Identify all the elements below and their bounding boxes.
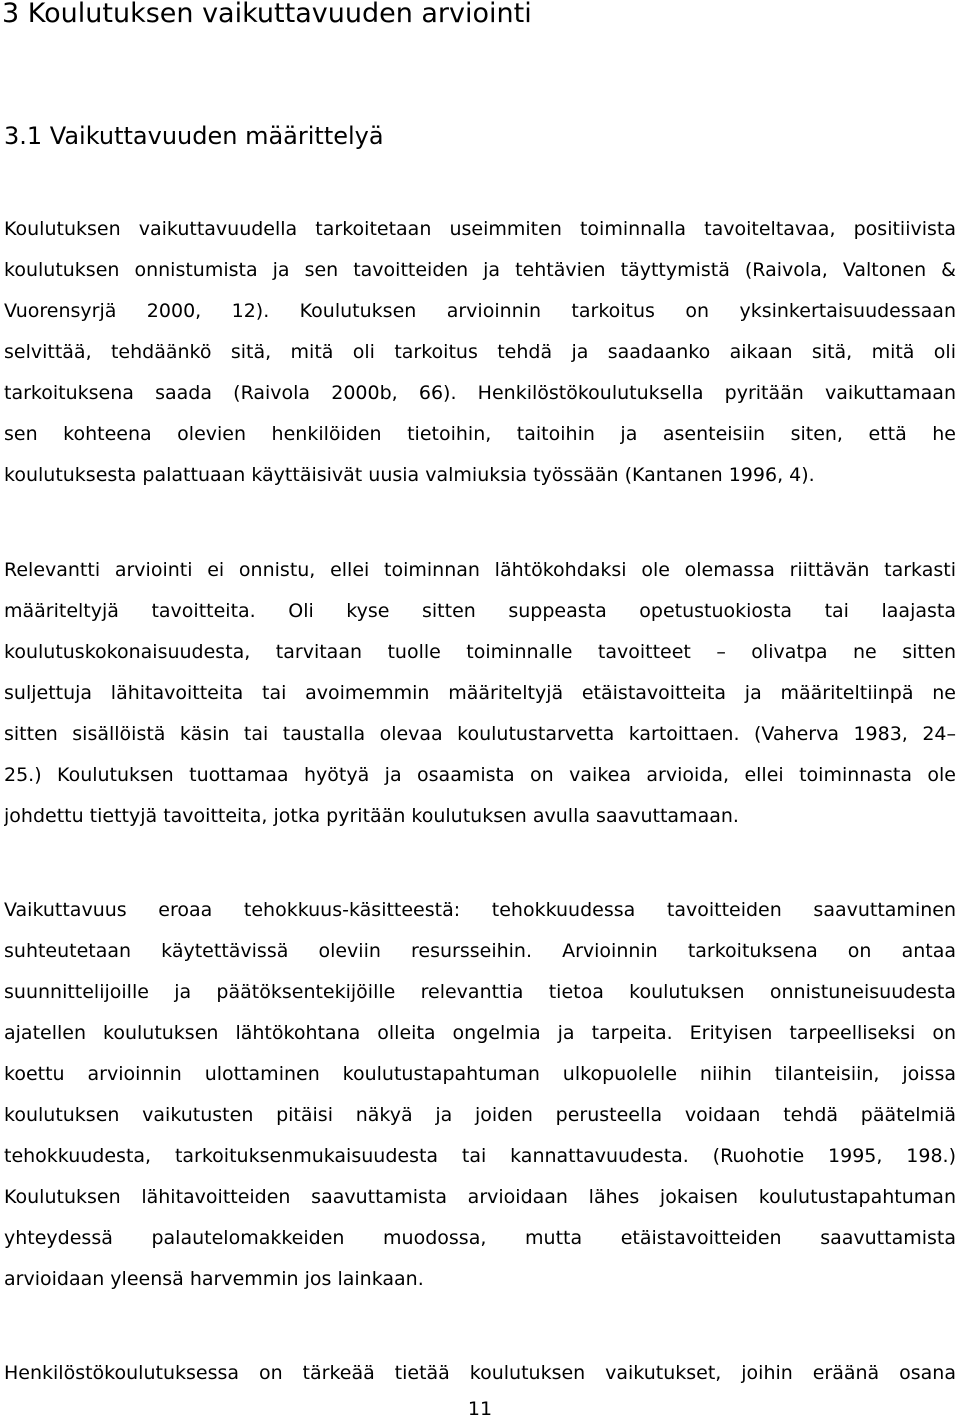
paragraph-line: tarkoituksena saada (Raivola 2000b, 66). Henkilöstökoulutuksella pyritään vaikuttamaan — [4, 382, 956, 404]
paragraph-line: sitten sisällöistä käsin tai taustalla olevaa koulutustarvetta kartoittaen. (Vaherva 1983, 24– — [4, 723, 956, 745]
paragraph-line: tehokkuudesta, tarkoituksenmukaisuudesta tai kannattavuudesta. (Ruohotie 1995, 198.) — [4, 1145, 956, 1167]
paragraph-line: suljettuja lähitavoitteita tai avoimemmin määriteltyjä etäistavoitteita ja määriteltiinpä ne — [4, 682, 956, 704]
paragraph-line: koettu arvioinnin ulottaminen koulutustapahtuman ulkopuolelle niihin tilanteisiin, joissa — [4, 1063, 956, 1085]
paragraph-line: Koulutuksen vaikuttavuudella tarkoitetaan useimmiten toiminnalla tavoiteltavaa, positiivista — [4, 218, 956, 240]
paragraph-line: Koulutuksen lähitavoitteiden saavuttamista arvioidaan lähes jokaisen koulutustapahtuman — [4, 1186, 956, 1208]
paragraph-line: koulutuskokonaisuudesta, tarvitaan tuolle toiminnalle tavoitteet – olivatpa ne sitten — [4, 641, 956, 663]
paragraph-line: ajatellen koulutuksen lähtökohtana olleita ongelmia ja tarpeita. Erityisen tarpeelliseksi on — [4, 1022, 956, 1044]
paragraph-line: arvioidaan yleensä harvemmin jos lainkaan. — [4, 1268, 424, 1290]
paragraph-line: koulutuksesta palattuaan käyttäisivät uusia valmiuksia työssään (Kantanen 1996, 4). — [4, 464, 815, 486]
paragraph-line: 25.) Koulutuksen tuottamaa hyötyä ja osaamista on vaikea arvioida, ellei toiminnasta ole — [4, 764, 956, 786]
paragraph-line: selvittää, tehdäänkö sitä, mitä oli tarkoitus tehdä ja saadaanko aikaan sitä, mitä oli — [4, 341, 956, 363]
paragraph-line: Henkilöstökoulutuksessa on tärkeää tietää koulutuksen vaikutukset, joihin eräänä osana — [4, 1362, 956, 1384]
paragraph-line: Vuorensyrjä 2000, 12). Koulutuksen arvioinnin tarkoitus on yksinkertaisuudessaan — [4, 300, 956, 322]
paragraph-line: suhteutetaan käytettävissä oleviin resursseihin. Arvioinnin tarkoituksena on antaa — [4, 940, 956, 962]
paragraph-line: Vaikuttavuus eroaa tehokkuus-käsitteestä: tehokkuudessa tavoitteiden saavuttaminen — [4, 899, 956, 921]
paragraph-4 — [4, 1353, 956, 1394]
paragraph-line: sen kohteena olevien henkilöiden tietoihin, taitoihin ja asenteisiin siten, että he — [4, 423, 956, 445]
page-number: 11 — [467, 1398, 493, 1420]
paragraph-1 — [4, 209, 956, 496]
paragraph-line: koulutuksen vaikutusten pitäisi näkyä ja joiden perusteella voidaan tehdä päätelmiä — [4, 1104, 956, 1126]
paragraph-line: johdettu tiettyjä tavoitteita, jotka pyritään koulutuksen avulla saavuttamaan. — [4, 805, 739, 827]
paragraph-line: koulutuksen onnistumista ja sen tavoitteiden ja tehtävien täyttymistä (Raivola, Valtonen & — [4, 259, 956, 281]
section-heading: 3.1 Vaikuttavuuden määrittelyä — [4, 122, 384, 150]
chapter-heading: 3 Koulutuksen vaikuttavuuden arviointi — [2, 0, 532, 29]
paragraph-line: yhteydessä palautelomakkeiden muodossa, mutta etäistavoitteiden saavuttamista — [4, 1227, 956, 1249]
paragraph-line: määriteltyjä tavoitteita. Oli kyse sitten suppeasta opetustuokiosta tai laajasta — [4, 600, 956, 622]
paragraph-line: Relevantti arviointi ei onnistu, ellei toiminnan lähtökohdaksi ole olemassa riittävän tarkasti — [4, 559, 956, 581]
paragraph-line: suunnittelijoille ja päätöksentekijöille relevanttia tietoa koulutuksen onnistuneisuudesta — [4, 981, 956, 1003]
paragraph-3 — [4, 890, 956, 1300]
paragraph-2 — [4, 550, 956, 837]
